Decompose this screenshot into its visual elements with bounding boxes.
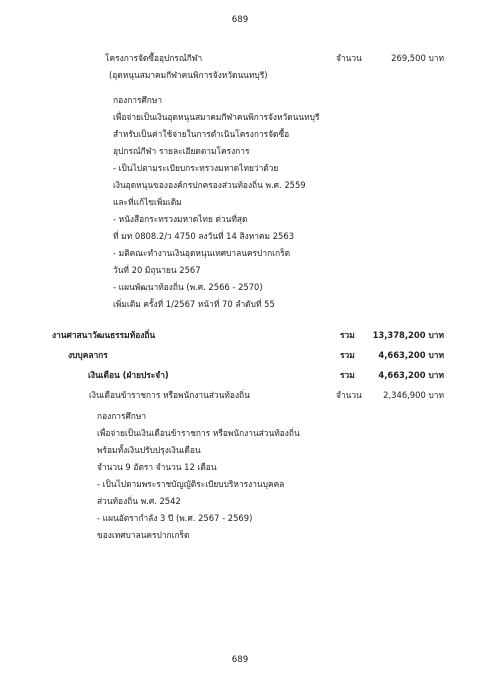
- item1-unit-label: จำนวน: [336, 53, 362, 63]
- item2-unit-label: จำนวน: [336, 390, 362, 400]
- item1-title: โครงการจัดซื้ออุปกรณ์กีฬา: [105, 53, 203, 63]
- item2-detail-line: จำนวน 9 อัตรา จำนวน 12 เดือน: [97, 462, 217, 472]
- item1-detail-line: - หนังสือกระทรวงมหาดไทย ด่วนที่สุด: [113, 214, 248, 224]
- item2-detail-line: ของเทศบาลนครปากเกร็ด: [97, 530, 190, 540]
- item1-subtitle: (อุดหนุนสมาคมกีฬาคนพิการจังหวัดนนทบุรี): [109, 70, 268, 80]
- item1-detail-line: ที่ มท 0808.2/ว 4750 ลงวันที่ 14 สิงหาคม 2563: [113, 231, 295, 241]
- personnel-title: งบบุคลากร: [68, 350, 108, 360]
- item1-detail-line: - มติคณะทำงานเงินอุดหนุนเทศบาลนครปากเกร็ด: [113, 248, 291, 258]
- salary-title: เงินเดือน (ฝ่ายประจำ): [88, 370, 169, 380]
- item1-detail-line: เงินอุดหนุนขององค์กรปกครองส่วนท้องถิ่น พ.ศ. 2559: [113, 180, 306, 190]
- item1-detail-line: อุปกรณ์กีฬา รายละเอียดตามโครงการ: [113, 146, 250, 156]
- item2-detail-line: - แผนอัตรากำลัง 3 ปี (พ.ศ. 2567 - 2569): [97, 513, 253, 523]
- salary-total-label: รวม: [340, 370, 355, 380]
- item2-detail-line: พร้อมทั้งเงินปรับปรุงเงินเดือน: [97, 445, 201, 455]
- personnel-total-amount: 4,663,200 บาท: [378, 350, 444, 360]
- section-total-label: รวม: [340, 330, 355, 340]
- personnel-total-label: รวม: [340, 350, 355, 360]
- item2-detail-line: ส่วนท้องถิ่น พ.ศ. 2542: [97, 496, 181, 506]
- item2-detail-line: เพื่อจ่ายเป็นเงินเดือนข้าราชการ หรือพนักงานส่วนท้องถิ่น: [97, 428, 300, 438]
- item2-title: เงินเดือนข้าราชการ หรือพนักงานส่วนท้องถิ่น: [89, 390, 250, 400]
- section-total-amount: 13,378,200 บาท: [372, 330, 444, 340]
- page-number-top: 689: [231, 15, 249, 25]
- item1-detail-line: และที่แก้ไขเพิ่มเติม: [113, 197, 182, 207]
- item1-detail-line: กองการศึกษา: [113, 95, 163, 105]
- item2-amount: 2,346,900 บาท: [383, 390, 444, 400]
- section-title: งานศาสนาวัฒนธรรมท้องถิ่น: [52, 330, 156, 340]
- item1-detail-line: - แผนพัฒนาท้องถิ่น (พ.ศ. 2566 - 2570): [113, 282, 263, 292]
- item2-detail-line: - เป็นไปตามพระราชบัญญัติระเบียบบริหารงานบุคคล: [97, 479, 285, 489]
- item1-detail-line: - เป็นไปตามระเบียบกระทรวงมหาดไทยว่าด้วย: [113, 163, 279, 173]
- item2-detail-line: กองการศึกษา: [97, 411, 147, 421]
- item1-detail-line: เพื่อจ่ายเป็นเงินอุดหนุนสมาคมกีฬาคนพิการจังหวัดนนทบุรี: [113, 112, 320, 122]
- salary-total-amount: 4,663,200 บาท: [378, 370, 444, 380]
- item1-detail-line: สำหรับเป็นค่าใช้จ่ายในการดำเนินโครงการจัดซื้อ: [113, 129, 290, 139]
- item1-amount: 269,500 บาท: [391, 53, 444, 63]
- item1-detail-line: วันที่ 20 มิถุนายน 2567: [113, 265, 201, 275]
- item1-detail-line: เพิ่มเติม ครั้งที่ 1/2567 หน้าที่ 70 ลำดับที่ 55: [113, 299, 275, 309]
- page-number-bottom: 689: [231, 655, 249, 665]
